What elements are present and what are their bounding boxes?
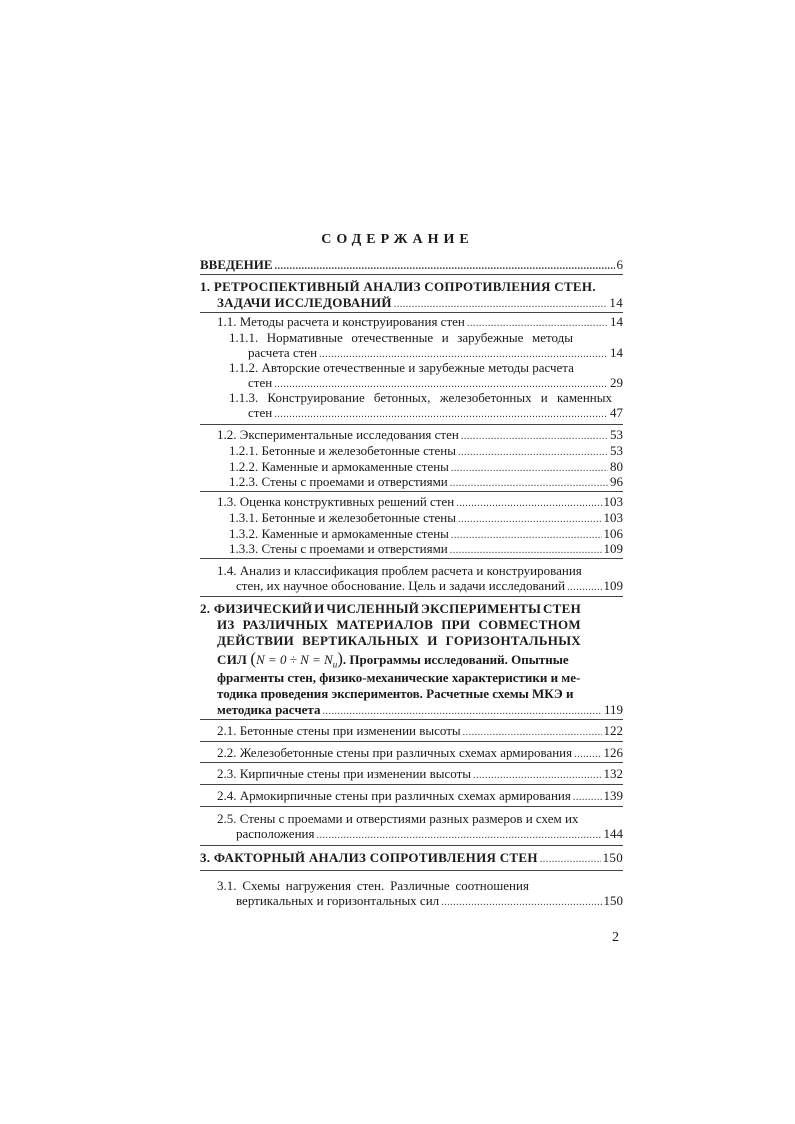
toc-page: 109 [603, 541, 623, 556]
word: ДЕЙСТВИИ [217, 633, 295, 648]
word: ИЗ [217, 617, 235, 632]
toc-label: расположения [236, 826, 315, 841]
dot-leader [573, 790, 602, 806]
word: ГОРИЗОНТАЛЬНЫХ [445, 633, 581, 648]
word: соотношения [455, 878, 529, 893]
word: ПРИ [441, 617, 471, 632]
toc-entry-2-3[interactable] [217, 766, 623, 784]
word: нагружения [285, 878, 351, 893]
word: ЭКСПЕРИМЕНТЫ [420, 601, 542, 616]
word: 1.1.1. [229, 330, 259, 345]
toc-chapter-1-title[interactable]: 1. РЕТРОСПЕКТИВНЫЙ АНАЛИЗ СОПРОТИВЛЕНИЯ СТЕН. [200, 279, 596, 294]
toc-entry-chapter-1[interactable] [217, 295, 623, 313]
divider [200, 312, 623, 313]
toc-entry-2-2[interactable] [217, 745, 623, 763]
math-formula: N = 0 ÷ N = N [256, 652, 333, 667]
word: отечественные [351, 330, 434, 345]
word: 3.1. [217, 878, 237, 893]
word: И [427, 633, 438, 648]
word: стен. [356, 878, 385, 893]
toc-entry-3-1-line1[interactable] [217, 878, 529, 894]
toc-label: 1.3.2. Каменные и армокаменные стены [229, 526, 449, 541]
toc-page: 150 [602, 850, 623, 865]
dot-leader [322, 704, 602, 720]
dot-leader [540, 852, 601, 868]
word: и [540, 390, 548, 405]
toc-label: стен [248, 375, 273, 390]
toc-entry-1-1-2-line1[interactable]: 1.1.2. Авторские отечественные и зарубежные методы расчета [229, 360, 574, 375]
word: СТЕН [542, 601, 581, 616]
word: Схемы [242, 878, 280, 893]
toc-page: 109 [603, 578, 623, 593]
word: методы [531, 330, 573, 345]
toc-entry-1-1-3[interactable] [248, 405, 623, 423]
toc-label: ВВЕДЕНИЕ [200, 257, 273, 272]
toc-label: 1.3.3. Стены с проемами и отверстиями [229, 541, 448, 556]
dot-leader [274, 407, 608, 423]
paren-close: ) [337, 649, 343, 668]
word: ВЕРТИКАЛЬНЫХ [302, 633, 420, 648]
divider [200, 806, 623, 807]
toc-label: 2.2. Железобетонные стены при различных схемах армирования [217, 745, 573, 760]
toc-entry-2-4[interactable] [217, 788, 623, 806]
word: Нормативные [266, 330, 343, 345]
divider [200, 762, 623, 763]
word: и [441, 330, 449, 345]
dot-leader [394, 297, 608, 313]
toc-label: 2.3. Кирпичные стены при изменении высоты [217, 766, 472, 781]
toc-page: 103 [603, 510, 623, 525]
dot-leader [316, 828, 601, 844]
divider [200, 741, 623, 742]
toc-page: 96 [610, 474, 623, 489]
divider [200, 424, 623, 425]
word: 2. ФИЗИЧЕСКИЙ [200, 601, 313, 616]
toc-page: 132 [603, 766, 623, 781]
toc-page: 14 [609, 295, 623, 310]
dot-leader [567, 580, 601, 596]
word: МАТЕРИАЛОВ [336, 617, 434, 632]
toc-chapter-2-line5[interactable]: фрагменты стен, физико-механические характеристики и ме- [217, 670, 581, 685]
divider [200, 784, 623, 785]
toc-page: 139 [603, 788, 623, 803]
toc-label: стен [248, 405, 273, 420]
toc-page: 144 [603, 826, 623, 841]
toc-page: 126 [603, 745, 623, 760]
toc-label: . Программы исследований. Опытные [342, 652, 569, 667]
word: И [314, 601, 325, 616]
toc-label: вертикальных и горизонтальных сил [236, 893, 440, 908]
toc-label: 1.2.1. Бетонные и железобетонные стены [229, 443, 456, 458]
divider [200, 491, 623, 492]
divider [200, 558, 623, 559]
toc-chapter-2-line6[interactable]: тодика проведения экспериментов. Расчетные схемы МКЭ и [217, 686, 574, 701]
toc-entry-intro[interactable] [200, 257, 623, 275]
word: РАЗЛИЧНЫХ [242, 617, 329, 632]
toc-entry-chapter-3[interactable] [200, 850, 623, 868]
toc-entry-2-5[interactable] [236, 826, 623, 844]
toc-page: 119 [603, 702, 623, 717]
toc-page: 150 [603, 893, 623, 908]
toc-entry-1-1-3-line1[interactable] [229, 390, 612, 406]
toc-page: 106 [603, 526, 623, 541]
dot-leader [275, 259, 615, 275]
toc-label: 1.2. Экспериментальные исследования стен [217, 427, 459, 442]
toc-page: 6 [616, 257, 623, 272]
word: 1.1.3. [229, 390, 259, 405]
toc-entry-1-1-1-line1[interactable] [229, 330, 573, 346]
toc-label: 2.4. Армокирпичные стены при различных схемах армирования [217, 788, 571, 803]
toc-entry-2-5-line1[interactable]: 2.5. Стены с проемами и отверстиями разных размеров и схем их [217, 811, 579, 826]
toc-entry-2-1[interactable] [217, 723, 623, 741]
toc-page: 122 [603, 723, 623, 738]
dot-leader [450, 476, 608, 492]
dot-leader [574, 747, 601, 763]
toc-label: 1.3. Оценка конструктивных решений стен [217, 494, 455, 509]
word: каменных [556, 390, 612, 405]
toc-label: 1.3.1. Бетонные и железобетонные стены [229, 510, 456, 525]
toc-entry-1-2-3[interactable] [229, 474, 623, 492]
toc-entry-1-4-line1[interactable]: 1.4. Анализ и классификация проблем расчета и конструирования [217, 563, 582, 578]
word: СИЛ [217, 652, 248, 667]
divider [200, 845, 623, 846]
divider [200, 870, 623, 871]
paren-open: ( [250, 649, 257, 668]
toc-page: 47 [610, 405, 623, 420]
toc-label: расчета стен [248, 345, 318, 360]
toc-page: 14 [610, 345, 623, 360]
dot-leader [463, 725, 602, 741]
toc-label: 3. ФАКТОРНЫЙ АНАЛИЗ СОПРОТИВЛЕНИЯ СТЕН [200, 850, 538, 865]
dot-leader [473, 768, 601, 784]
toc-entry-1-4[interactable] [236, 578, 623, 596]
divider [200, 596, 623, 597]
toc-page: 29 [610, 375, 623, 390]
word: СОВМЕСТНОМ [478, 617, 581, 632]
toc-entry-3-1[interactable] [236, 893, 623, 911]
toc-page: 53 [610, 427, 623, 442]
toc-chapter-2-line2[interactable] [217, 617, 581, 633]
dot-leader [450, 543, 602, 559]
toc-label: методика расчета [217, 702, 321, 717]
toc-label: 1.2.2. Каменные и армокаменные стены [229, 459, 449, 474]
word: Конструирование [267, 390, 365, 405]
toc-label: 1.1. Методы расчета и конструирования стен [217, 314, 465, 329]
divider [200, 274, 623, 275]
toc-entry-chapter-2[interactable] [217, 702, 623, 720]
word: зарубежные [457, 330, 524, 345]
word: бетонных, [373, 390, 431, 405]
toc-entry-1-3-3[interactable] [229, 541, 623, 559]
toc-label: 2.1. Бетонные стены при изменении высоты [217, 723, 461, 738]
toc-page: 14 [610, 314, 623, 329]
toc-chapter-2-line3[interactable] [217, 633, 581, 649]
math-subscript: u [332, 659, 338, 670]
page-number: 2 [612, 930, 619, 945]
word: Различные [390, 878, 450, 893]
word: железобетонных [439, 390, 532, 405]
toc-label: стен, их научное обоснование. Цель и задачи исследований [236, 578, 566, 593]
word: ЧИСЛЕННЫЙ [326, 601, 420, 616]
toc-title: СОДЕРЖАНИЕ [321, 232, 474, 247]
toc-chapter-2-line1[interactable] [200, 601, 581, 617]
dot-leader [441, 895, 601, 911]
toc-page: 103 [603, 494, 623, 509]
toc-label: ЗАДАЧИ ИССЛЕДОВАНИЙ [217, 295, 392, 310]
toc-page: 53 [610, 443, 623, 458]
toc-page: 80 [610, 459, 623, 474]
toc-label: 1.2.3. Стены с проемами и отверстиями [229, 474, 448, 489]
divider [200, 719, 623, 720]
